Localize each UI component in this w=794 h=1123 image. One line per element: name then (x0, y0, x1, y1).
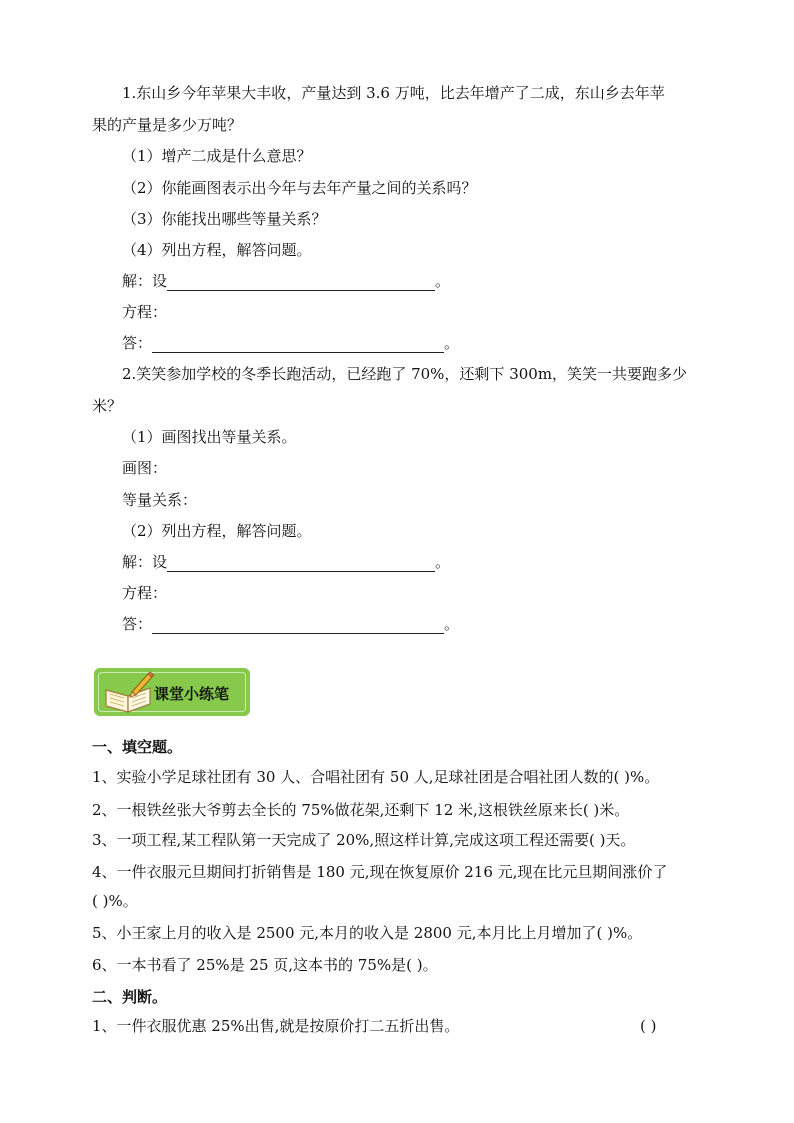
q2-solve-blank[interactable] (167, 555, 435, 572)
fill-item-5: 5、小王家上月的收入是 2500 元,本月的收入是 2800 元,本月比上月增加了( )%。 (92, 924, 643, 942)
practice-banner (94, 668, 250, 716)
q1-solve-label: 解：设 (122, 272, 168, 290)
q2-answer-row (122, 614, 459, 634)
q1-sub2: （2）你能画图表示出今年与去年产量之间的关系吗？ (122, 179, 477, 197)
judge-item-1-bracket[interactable]: ( ) (640, 1017, 657, 1035)
q1-sub4: （4）列出方程，解答问题。 (122, 241, 312, 259)
q2-answer-blank[interactable] (152, 617, 444, 634)
q1-solve-row (122, 271, 450, 291)
q1-answer-period: 。 (444, 334, 460, 352)
q2-relation-label: 等量关系： (122, 491, 198, 509)
q1-line1: 1.东山乡今年苹果大丰收，产量达到 3.6 万吨，比去年增产了二成，东山乡去年苹 (122, 84, 665, 102)
book-pencil-icon (102, 670, 156, 714)
q2-answer-label: 答： (122, 615, 153, 633)
fill-item-1: 1、实验小学足球社团有 30 人、合唱社团有 50 人,足球社团是合唱社团人数的( )%。 (92, 768, 660, 786)
q2-sub2: （2）列出方程，解答问题。 (122, 522, 312, 540)
q1-sub3: （3）你能找出哪些等量关系？ (122, 210, 327, 228)
q1-equation-label: 方程： (122, 303, 168, 321)
q1-answer-blank[interactable] (152, 336, 444, 353)
fill-item-2: 2、一根铁丝张大爷剪去全长的 75%做花架,还剩下 12 米,这根铁丝原来长( )米。 (92, 801, 630, 819)
section1-heading: 一、填空题。 (92, 738, 183, 756)
fill-item-6: 6、一本书看了 25%是 25 页,这本书的 75%是( )。 (92, 956, 438, 974)
banner-title: 课堂小练笔 (154, 685, 230, 703)
q2-solve-label: 解：设 (122, 553, 168, 571)
q1-answer-row (122, 333, 459, 353)
q1-solve-period: 。 (435, 272, 451, 290)
q2-sub1: （1）画图找出等量关系。 (122, 428, 297, 446)
q2-solve-row (122, 552, 450, 572)
q2-line2: 米？ (92, 397, 123, 415)
fill-item-4-cont: ( )%。 (92, 892, 138, 910)
q1-line2: 果的产量是多少万吨？ (92, 116, 243, 134)
fill-item-3: 3、一项工程,某工程队第一天完成了 20%,照这样计算,完成这项工程还需要( )天。 (92, 831, 636, 849)
q2-answer-period: 。 (444, 615, 460, 633)
q1-sub1: （1）增产二成是什么意思？ (122, 147, 312, 165)
section2-heading: 二、判断。 (92, 988, 168, 1006)
q1-answer-label: 答： (122, 334, 153, 352)
q2-equation-label: 方程： (122, 584, 168, 602)
q2-draw-label: 画图： (122, 459, 168, 477)
q2-line1: 2.笑笑参加学校的冬季长跑活动，已经跑了 70%，还剩下 300m，笑笑一共要跑多少 (122, 365, 688, 383)
q2-solve-period: 。 (435, 553, 451, 571)
fill-item-4: 4、一件衣服元旦期间打折销售是 180 元,现在恢复原价 216 元,现在比元旦期间涨价了 (92, 863, 668, 881)
judge-item-1: 1、一件衣服优惠 25%出售,就是按原价打二五折出售。 (92, 1017, 460, 1035)
q1-solve-blank[interactable] (167, 274, 435, 291)
